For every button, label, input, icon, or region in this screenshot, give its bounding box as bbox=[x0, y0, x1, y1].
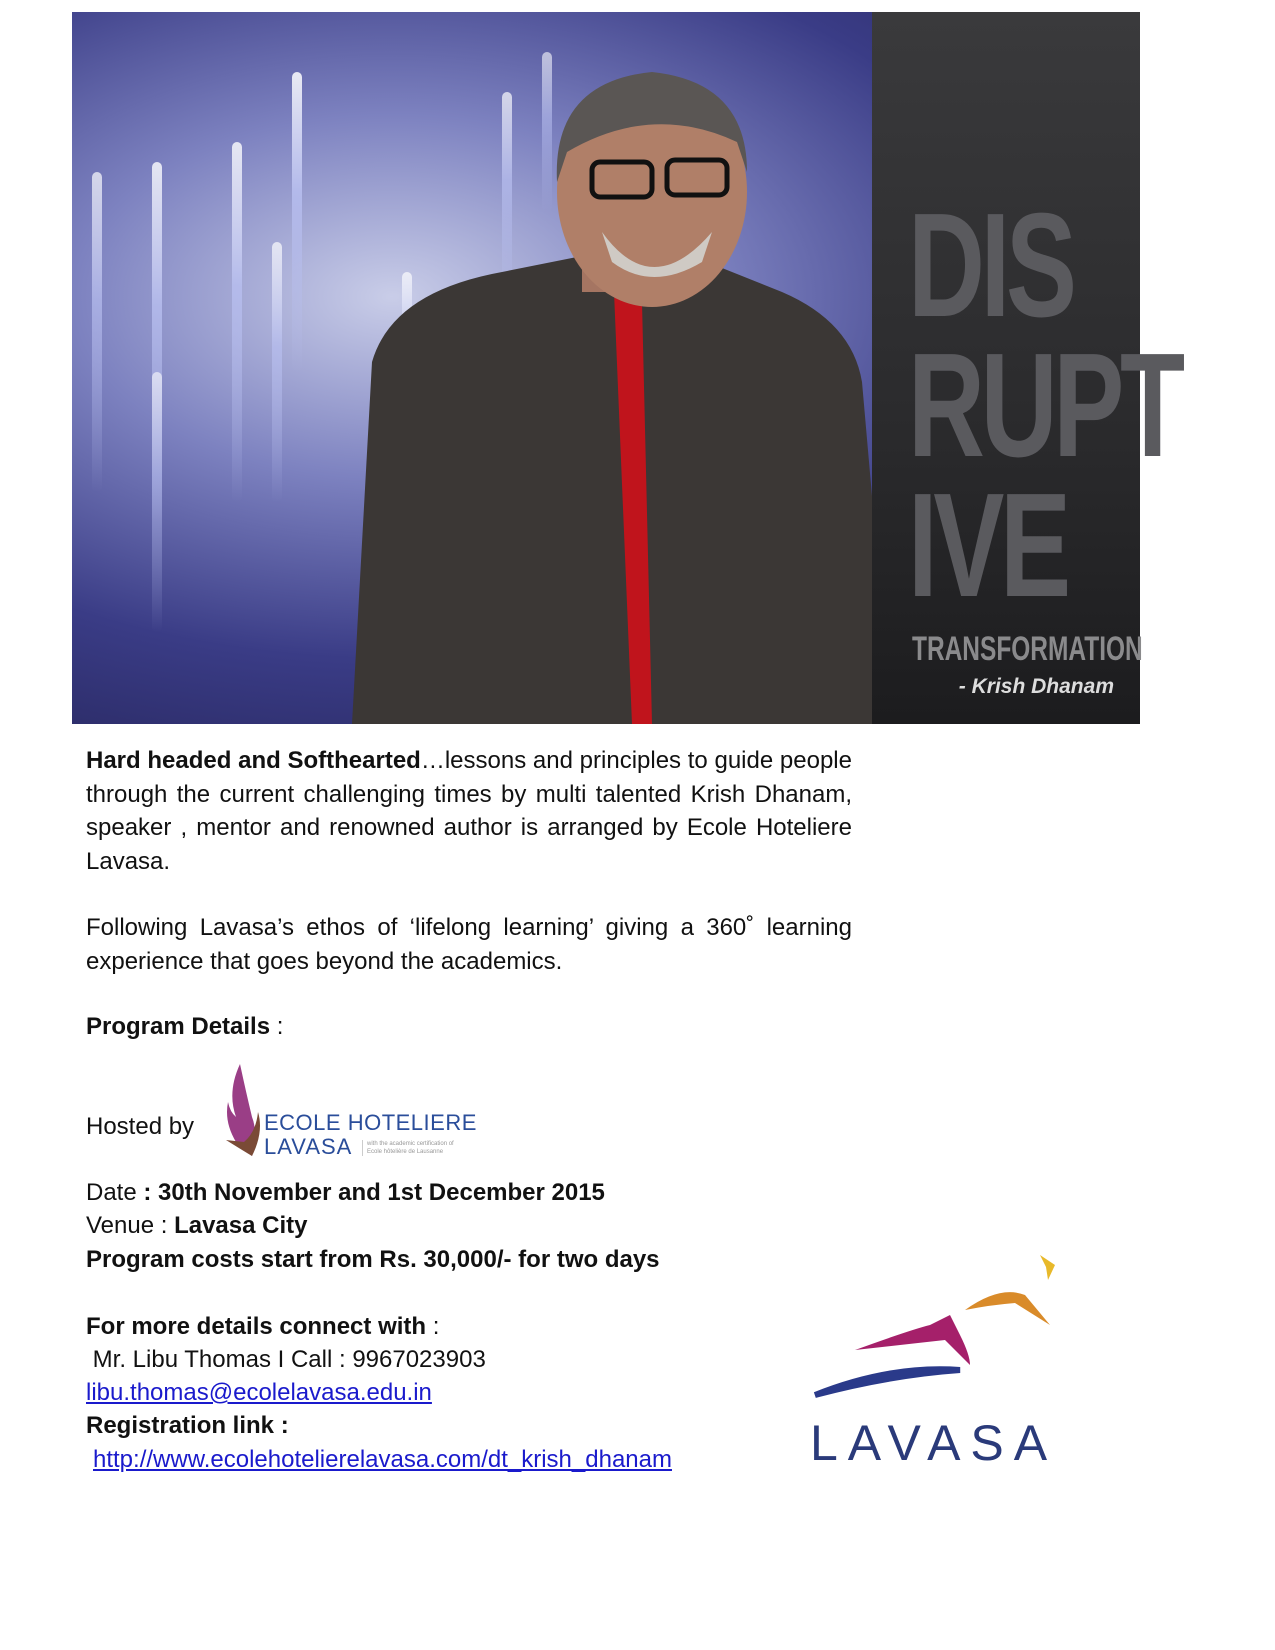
date-line bbox=[86, 1178, 852, 1208]
colon: : bbox=[270, 1013, 284, 1040]
title-subtitle: TRANSFORMATION bbox=[912, 630, 1143, 668]
title-panel bbox=[872, 12, 1181, 724]
registration-label bbox=[86, 1411, 852, 1441]
intro-bold: Hard headed and Softhearted bbox=[86, 747, 421, 774]
title-line: IVE bbox=[908, 463, 1067, 628]
intro-text: …lessons and principles to guide people through the current challenging times by multi talented Krish Dhanam, speaker , mentor and renowned author is arranged by Ecole Hoteliere Lavasa. bbox=[86, 747, 852, 875]
contact-heading bbox=[86, 1312, 852, 1342]
registration-link[interactable]: http://www.ecolehotelierelavasa.com/dt_krish_dhanam bbox=[93, 1446, 672, 1473]
venue-label: Venue : bbox=[86, 1212, 175, 1239]
registration-label-text: Registration link : bbox=[86, 1412, 289, 1439]
title-author: - Krish Dhanam bbox=[958, 675, 1114, 698]
ethos-paragraph: Following Lavasa’s ethos of ‘lifelong learning’ giving a 360˚ learning experience that goes beyond the academics. bbox=[86, 914, 852, 975]
title-line: RUPT bbox=[908, 323, 1181, 488]
date-label: Date bbox=[86, 1179, 144, 1206]
flame-hand-icon bbox=[222, 1062, 267, 1157]
lavasa-logo bbox=[810, 1245, 1090, 1475]
colon: : bbox=[426, 1313, 440, 1340]
cost-text: Program costs start from Rs. 30,000/- for two days bbox=[86, 1246, 660, 1273]
contact-person: Mr. Libu Thomas I Call : 9967023903 bbox=[86, 1346, 486, 1373]
date-value: : 30th November and 1st December 2015 bbox=[143, 1179, 605, 1206]
logo-note: with the academic certification of Ecole hôtelière de Lausanne bbox=[362, 1140, 463, 1156]
program-heading bbox=[86, 1012, 852, 1042]
birds-icon bbox=[810, 1245, 1090, 1415]
program-heading-text: Program Details bbox=[86, 1013, 271, 1040]
ecole-hoteliere-logo bbox=[222, 1062, 477, 1162]
contact-heading-text: For more details connect with bbox=[86, 1313, 427, 1340]
venue-line bbox=[86, 1211, 852, 1241]
speaker-photo bbox=[352, 62, 912, 724]
title-line: DIS bbox=[908, 183, 1073, 348]
venue-value: Lavasa City bbox=[174, 1212, 308, 1239]
hosted-by-label: Hosted by bbox=[86, 1113, 195, 1140]
intro-paragraph bbox=[86, 744, 852, 878]
cost-line bbox=[86, 1245, 852, 1275]
email-link[interactable]: libu.thomas@ecolelavasa.edu.in bbox=[86, 1379, 432, 1406]
hero-banner bbox=[72, 12, 1181, 724]
lavasa-logo-text: LAVASA bbox=[810, 1415, 1058, 1471]
logo-line2: LAVASA bbox=[264, 1134, 353, 1159]
logo-line1: ECOLE HOTELIERE bbox=[264, 1110, 477, 1135]
